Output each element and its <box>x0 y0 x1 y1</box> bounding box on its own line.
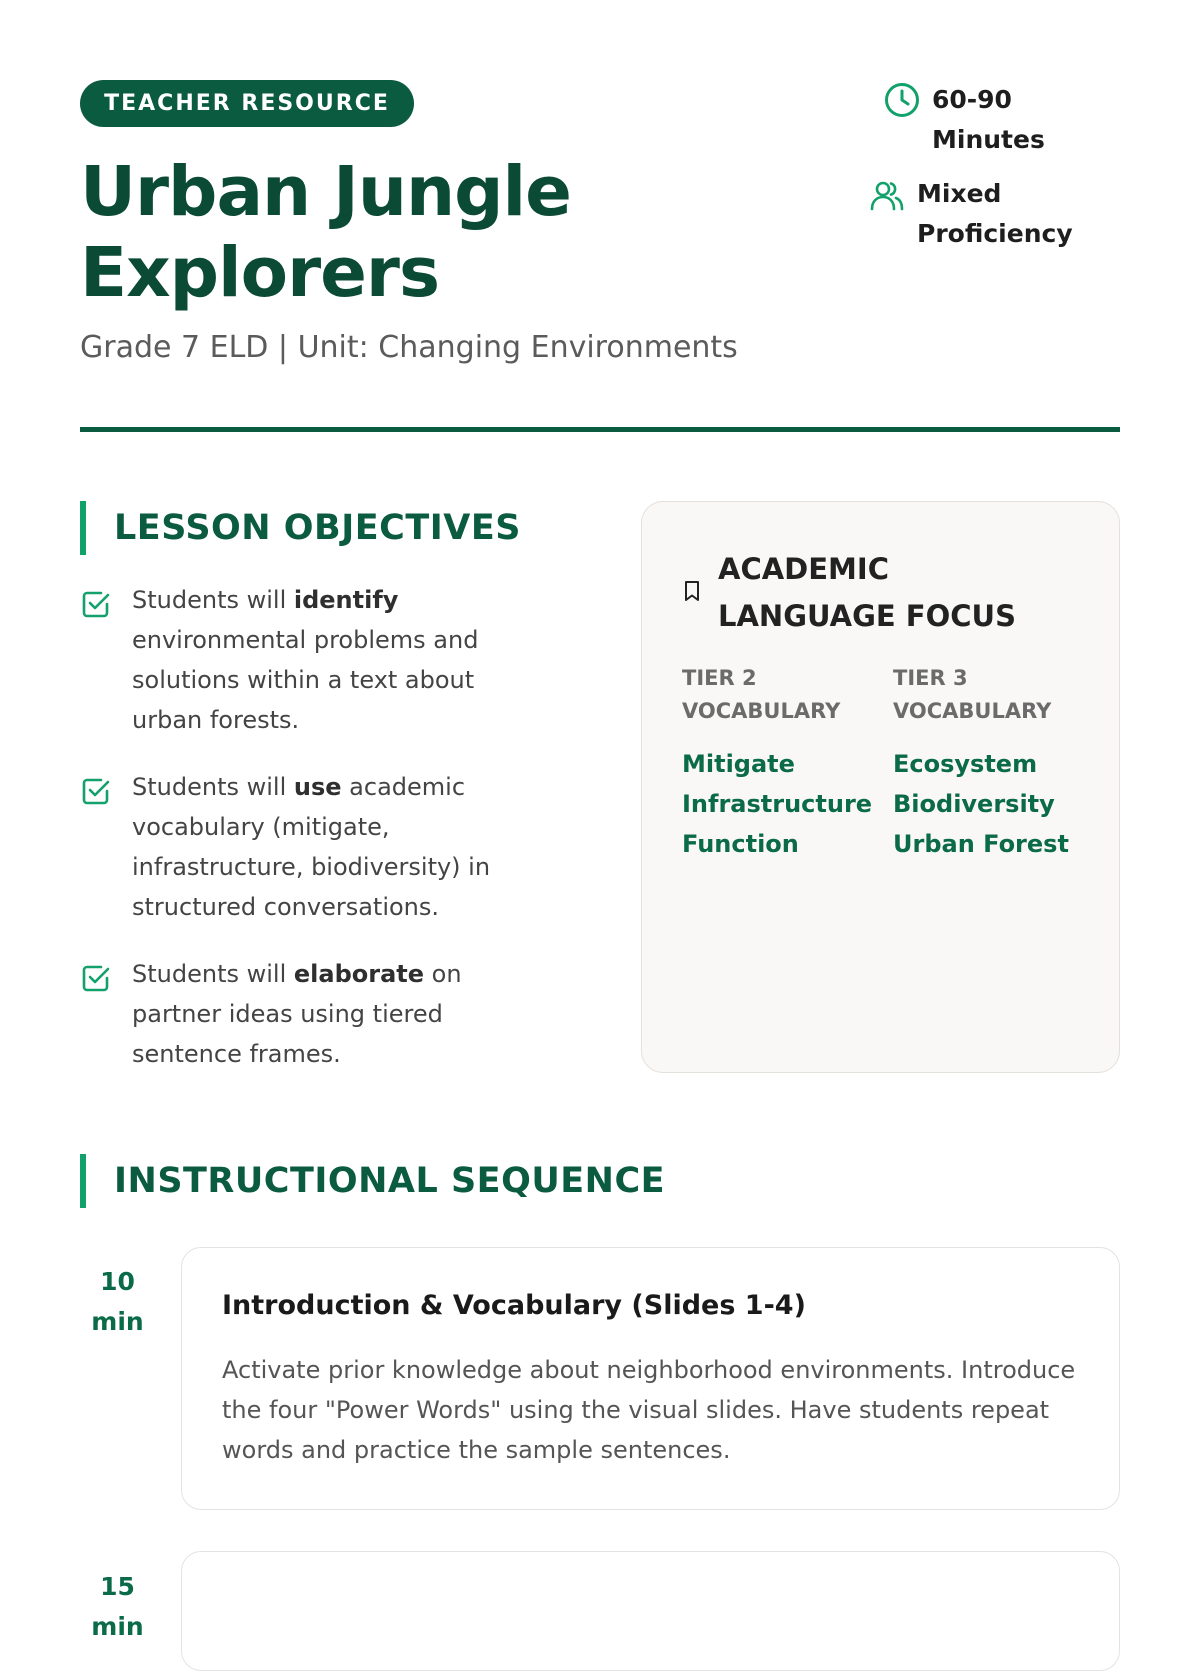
proficiency-row <box>870 174 1125 254</box>
objective-item <box>80 580 540 740</box>
vocab-term: Mitigate <box>682 750 795 778</box>
sequence-step <box>80 1247 1120 1510</box>
step-duration: 10 min <box>91 1267 144 1336</box>
vocab-term: Function <box>682 830 799 858</box>
objective-item <box>80 954 540 1074</box>
objective-text: Students will elaborate on partner ideas using tiered sentence frames. <box>132 960 462 1068</box>
objectives-heading: LESSON OBJECTIVES <box>80 501 521 555</box>
step-card <box>181 1247 1120 1510</box>
vocab-term: Infrastructure <box>682 790 873 818</box>
clock-icon <box>884 82 920 130</box>
tier2-column <box>682 662 882 864</box>
tier3-title: TIER 3 VOCABULARY <box>893 666 1052 723</box>
objective-item <box>80 767 540 927</box>
step-duration: 15 min <box>91 1572 144 1641</box>
bookmark-icon <box>682 579 702 607</box>
step-card <box>181 1551 1120 1671</box>
objective-text: Students will use academic vocabulary (mitigate, infrastructure, biodiversity) in structured conversations. <box>132 773 491 921</box>
language-card-header <box>682 546 1048 640</box>
vocab-term: Ecosystem <box>893 750 1038 778</box>
page-subtitle: Grade 7 ELD | Unit: Changing Environments <box>80 330 738 365</box>
header-divider <box>80 427 1120 432</box>
users-icon <box>870 180 904 224</box>
check-square-icon <box>80 962 112 998</box>
language-card-title: ACADEMIC LANGUAGE FOCUS <box>718 552 1016 633</box>
lesson-page <box>80 0 1120 1641</box>
objectives-list <box>80 580 540 1101</box>
proficiency-text: Mixed Proficiency <box>917 179 1073 248</box>
check-square-icon <box>80 588 112 624</box>
step-title: Introduction & Vocabulary (Slides 1-4) <box>222 1290 806 1321</box>
tier3-column <box>893 662 1093 864</box>
page-title: Urban Jungle Explorers <box>80 152 571 313</box>
teacher-resource-badge: TEACHER RESOURCE <box>80 80 414 127</box>
check-square-icon <box>80 775 112 811</box>
objective-text: Students will identify environmental problems and solutions within a text about urban forests. <box>132 586 479 734</box>
vocab-term: Urban Forest <box>893 830 1069 858</box>
duration-row <box>884 80 1125 160</box>
duration-text: 60-90 Minutes <box>932 85 1045 154</box>
lesson-meta <box>870 80 1125 254</box>
vocab-term: Biodiversity <box>893 790 1055 818</box>
tier2-title: TIER 2 VOCABULARY <box>682 666 841 723</box>
sequence-step <box>80 1551 1120 1641</box>
sequence-heading: INSTRUCTIONAL SEQUENCE <box>80 1154 665 1208</box>
step-description: Activate prior knowledge about neighborhood environments. Introduce the four "Power Words" using the visual slides. Have students repeat words and practice the sample sentences. <box>222 1356 1076 1464</box>
academic-language-card <box>641 501 1120 1073</box>
